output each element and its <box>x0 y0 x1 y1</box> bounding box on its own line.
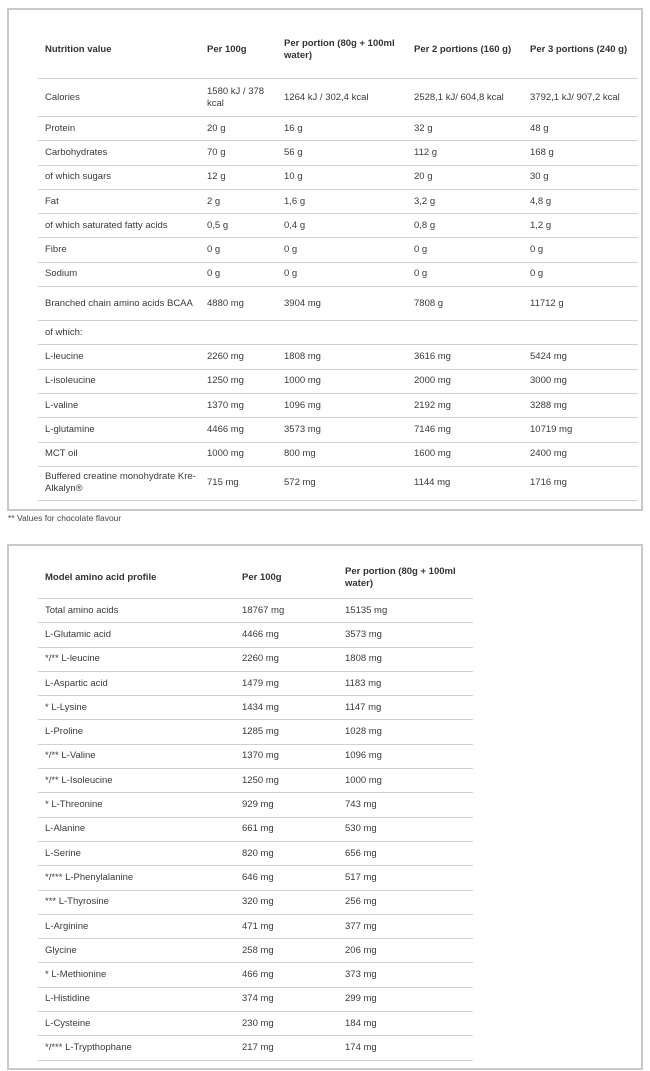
table-row <box>38 890 473 914</box>
table-cell: 48 g <box>523 117 638 141</box>
amino-table-panel <box>7 544 643 1070</box>
table-cell: 715 mg <box>200 466 277 500</box>
table-cell: */*** L-Trypthophane <box>38 1036 235 1060</box>
table-cell: 656 mg <box>338 841 473 865</box>
nutrition-table <box>38 22 638 501</box>
table-cell: 374 mg <box>235 987 338 1011</box>
table-cell <box>277 321 407 345</box>
table-cell: */** L-Isoleucine <box>38 769 235 793</box>
column-header: Nutrition value <box>38 22 200 79</box>
table-row <box>38 1012 473 1036</box>
table-cell: 168 g <box>523 141 638 165</box>
table-cell: 0 g <box>277 238 407 262</box>
table-cell <box>523 321 638 345</box>
table-cell: 1600 mg <box>407 442 523 466</box>
table-cell: L-Proline <box>38 720 235 744</box>
table-cell: 12 g <box>200 165 277 189</box>
table-cell: L-Serine <box>38 841 235 865</box>
column-header: Per 3 portions (240 g) <box>523 22 638 79</box>
table-cell: 230 mg <box>235 1012 338 1036</box>
amino-acid-table <box>38 558 473 1061</box>
table-cell: 1,2 g <box>523 214 638 238</box>
table-cell: 1479 mg <box>235 671 338 695</box>
table-cell: 7146 mg <box>407 418 523 442</box>
table-row <box>38 189 638 213</box>
table-cell: 517 mg <box>338 866 473 890</box>
table-row <box>38 769 473 793</box>
column-header: Per portion (80g + 100ml water) <box>277 22 407 79</box>
table-cell: of which sugars <box>38 165 200 189</box>
table-cell: L-Arginine <box>38 914 235 938</box>
table-cell: 320 mg <box>235 890 338 914</box>
table-cell: * L-Methionine <box>38 963 235 987</box>
column-header: Per portion (80g + 100ml water) <box>338 558 473 599</box>
table-cell: 56 g <box>277 141 407 165</box>
table-row <box>38 321 638 345</box>
table-cell: 3573 mg <box>277 418 407 442</box>
table-cell: 1,6 g <box>277 189 407 213</box>
table-cell: 299 mg <box>338 987 473 1011</box>
table-cell: 1264 kJ / 302,4 kcal <box>277 79 407 117</box>
table-row <box>38 939 473 963</box>
column-header: Per 2 portions (160 g) <box>407 22 523 79</box>
table-cell: 15135 mg <box>338 599 473 623</box>
table-cell: Buffered creatine monohydrate Kre-Alkalyn® <box>38 466 200 500</box>
column-header: Per 100g <box>200 22 277 79</box>
table-cell: 1580 kJ / 378 kcal <box>200 79 277 117</box>
table-row <box>38 214 638 238</box>
table-cell: 2192 mg <box>407 393 523 417</box>
table-cell: 530 mg <box>338 817 473 841</box>
footnote: ** Values for chocolate flavour <box>8 513 122 523</box>
table-cell: 3573 mg <box>338 623 473 647</box>
table-row <box>38 79 638 117</box>
table-row <box>38 793 473 817</box>
table-row <box>38 369 638 393</box>
table-cell: L-valine <box>38 393 200 417</box>
table-cell: 1144 mg <box>407 466 523 500</box>
table-cell: 1000 mg <box>200 442 277 466</box>
table-cell: L-Cysteine <box>38 1012 235 1036</box>
table-cell: 1370 mg <box>200 393 277 417</box>
table-cell: 32 g <box>407 117 523 141</box>
table-row <box>38 987 473 1011</box>
table-cell: 471 mg <box>235 914 338 938</box>
table-row <box>38 963 473 987</box>
table-cell: 2 g <box>200 189 277 213</box>
table-cell: 217 mg <box>235 1036 338 1060</box>
table-cell: Calories <box>38 79 200 117</box>
table-cell: L-Glutamic acid <box>38 623 235 647</box>
table-cell: */** L-Valine <box>38 744 235 768</box>
table-row <box>38 866 473 890</box>
table-cell: 929 mg <box>235 793 338 817</box>
table-row <box>38 720 473 744</box>
table-cell: 7808 g <box>407 287 523 321</box>
table-cell: of which saturated fatty acids <box>38 214 200 238</box>
table-cell: 1096 mg <box>338 744 473 768</box>
table-cell: Carbohydrates <box>38 141 200 165</box>
table-cell: of which: <box>38 321 200 345</box>
table-cell: 18767 mg <box>235 599 338 623</box>
table-cell: Glycine <box>38 939 235 963</box>
table-row <box>38 287 638 321</box>
table-cell: 373 mg <box>338 963 473 987</box>
table-row <box>38 696 473 720</box>
table-cell: 0,8 g <box>407 214 523 238</box>
table-cell: 4,8 g <box>523 189 638 213</box>
table-cell: 0 g <box>407 238 523 262</box>
table-cell: 1147 mg <box>338 696 473 720</box>
table-cell: 112 g <box>407 141 523 165</box>
table-cell: *** L-Thyrosine <box>38 890 235 914</box>
table-cell: 1285 mg <box>235 720 338 744</box>
table-cell: 184 mg <box>338 1012 473 1036</box>
table-row <box>38 1036 473 1060</box>
table-cell: 0 g <box>277 262 407 286</box>
table-cell: 3904 mg <box>277 287 407 321</box>
table-row <box>38 442 638 466</box>
column-header: Per 100g <box>235 558 338 599</box>
table-cell: * L-Threonine <box>38 793 235 817</box>
table-cell: 4466 mg <box>235 623 338 647</box>
table-row <box>38 466 638 500</box>
table-row <box>38 914 473 938</box>
table-cell: 3,2 g <box>407 189 523 213</box>
table-row <box>38 141 638 165</box>
table-cell: 743 mg <box>338 793 473 817</box>
table-cell: 820 mg <box>235 841 338 865</box>
table-cell: 256 mg <box>338 890 473 914</box>
table-cell <box>200 321 277 345</box>
table-cell: Total amino acids <box>38 599 235 623</box>
table-row <box>38 744 473 768</box>
table-row <box>38 623 473 647</box>
table-cell: 4466 mg <box>200 418 277 442</box>
table-cell: 800 mg <box>277 442 407 466</box>
table-cell: 20 g <box>200 117 277 141</box>
table-cell: 661 mg <box>235 817 338 841</box>
table-cell: 572 mg <box>277 466 407 500</box>
table-cell: 3288 mg <box>523 393 638 417</box>
table-cell: 20 g <box>407 165 523 189</box>
table-row <box>38 262 638 286</box>
table-cell: 11712 g <box>523 287 638 321</box>
table-cell: Fat <box>38 189 200 213</box>
table-cell: 2260 mg <box>235 647 338 671</box>
table-cell: 3792,1 kJ/ 907,2 kcal <box>523 79 638 117</box>
table-cell: 1000 mg <box>338 769 473 793</box>
table-cell: 646 mg <box>235 866 338 890</box>
table-cell: 258 mg <box>235 939 338 963</box>
table-cell: 174 mg <box>338 1036 473 1060</box>
table-cell: 16 g <box>277 117 407 141</box>
table-cell: 30 g <box>523 165 638 189</box>
nutrition-header-row <box>38 22 638 79</box>
table-cell: 0 g <box>523 238 638 262</box>
table-cell: 0 g <box>407 262 523 286</box>
table-cell: L-isoleucine <box>38 369 200 393</box>
table-cell: 377 mg <box>338 914 473 938</box>
table-cell: 2260 mg <box>200 345 277 369</box>
table-cell: 0 g <box>523 262 638 286</box>
table-row <box>38 117 638 141</box>
table-cell: 70 g <box>200 141 277 165</box>
table-cell: 466 mg <box>235 963 338 987</box>
table-cell: Protein <box>38 117 200 141</box>
table-cell: 1000 mg <box>277 369 407 393</box>
table-cell: */*** L-Phenylalanine <box>38 866 235 890</box>
table-cell: 3000 mg <box>523 369 638 393</box>
table-row <box>38 345 638 369</box>
amino-header-row <box>38 558 473 599</box>
table-cell: L-Histidine <box>38 987 235 1011</box>
table-cell: Fibre <box>38 238 200 262</box>
table-cell: 2000 mg <box>407 369 523 393</box>
table-cell: L-leucine <box>38 345 200 369</box>
table-cell <box>407 321 523 345</box>
table-cell: * L-Lysine <box>38 696 235 720</box>
table-cell: MCT oil <box>38 442 200 466</box>
table-cell: 206 mg <box>338 939 473 963</box>
table-row <box>38 238 638 262</box>
nutrition-table-panel <box>7 8 643 511</box>
table-cell: 3616 mg <box>407 345 523 369</box>
table-cell: 1434 mg <box>235 696 338 720</box>
table-row <box>38 393 638 417</box>
table-row <box>38 418 638 442</box>
table-cell: 0 g <box>200 238 277 262</box>
table-cell: 4880 mg <box>200 287 277 321</box>
table-cell: 1250 mg <box>200 369 277 393</box>
table-cell: */** L-leucine <box>38 647 235 671</box>
table-cell: 10 g <box>277 165 407 189</box>
table-cell: L-Aspartic acid <box>38 671 235 695</box>
table-cell: 0,4 g <box>277 214 407 238</box>
table-cell: 0,5 g <box>200 214 277 238</box>
table-cell: 5424 mg <box>523 345 638 369</box>
table-cell: Sodium <box>38 262 200 286</box>
table-row <box>38 647 473 671</box>
table-cell: 1028 mg <box>338 720 473 744</box>
table-cell: 1808 mg <box>277 345 407 369</box>
table-cell: 2400 mg <box>523 442 638 466</box>
table-cell: 10719 mg <box>523 418 638 442</box>
table-cell: L-glutamine <box>38 418 200 442</box>
table-row <box>38 841 473 865</box>
table-cell: 1096 mg <box>277 393 407 417</box>
table-row <box>38 165 638 189</box>
column-header: Model amino acid profile <box>38 558 235 599</box>
table-cell: 1808 mg <box>338 647 473 671</box>
table-cell: 1370 mg <box>235 744 338 768</box>
table-cell: 1716 mg <box>523 466 638 500</box>
table-cell: 0 g <box>200 262 277 286</box>
table-row <box>38 817 473 841</box>
table-cell: 2528,1 kJ/ 604,8 kcal <box>407 79 523 117</box>
table-row <box>38 599 473 623</box>
table-cell: L-Alanine <box>38 817 235 841</box>
table-cell: Branched chain amino acids BCAA <box>38 287 200 321</box>
table-cell: 1183 mg <box>338 671 473 695</box>
table-cell: 1250 mg <box>235 769 338 793</box>
table-row <box>38 671 473 695</box>
